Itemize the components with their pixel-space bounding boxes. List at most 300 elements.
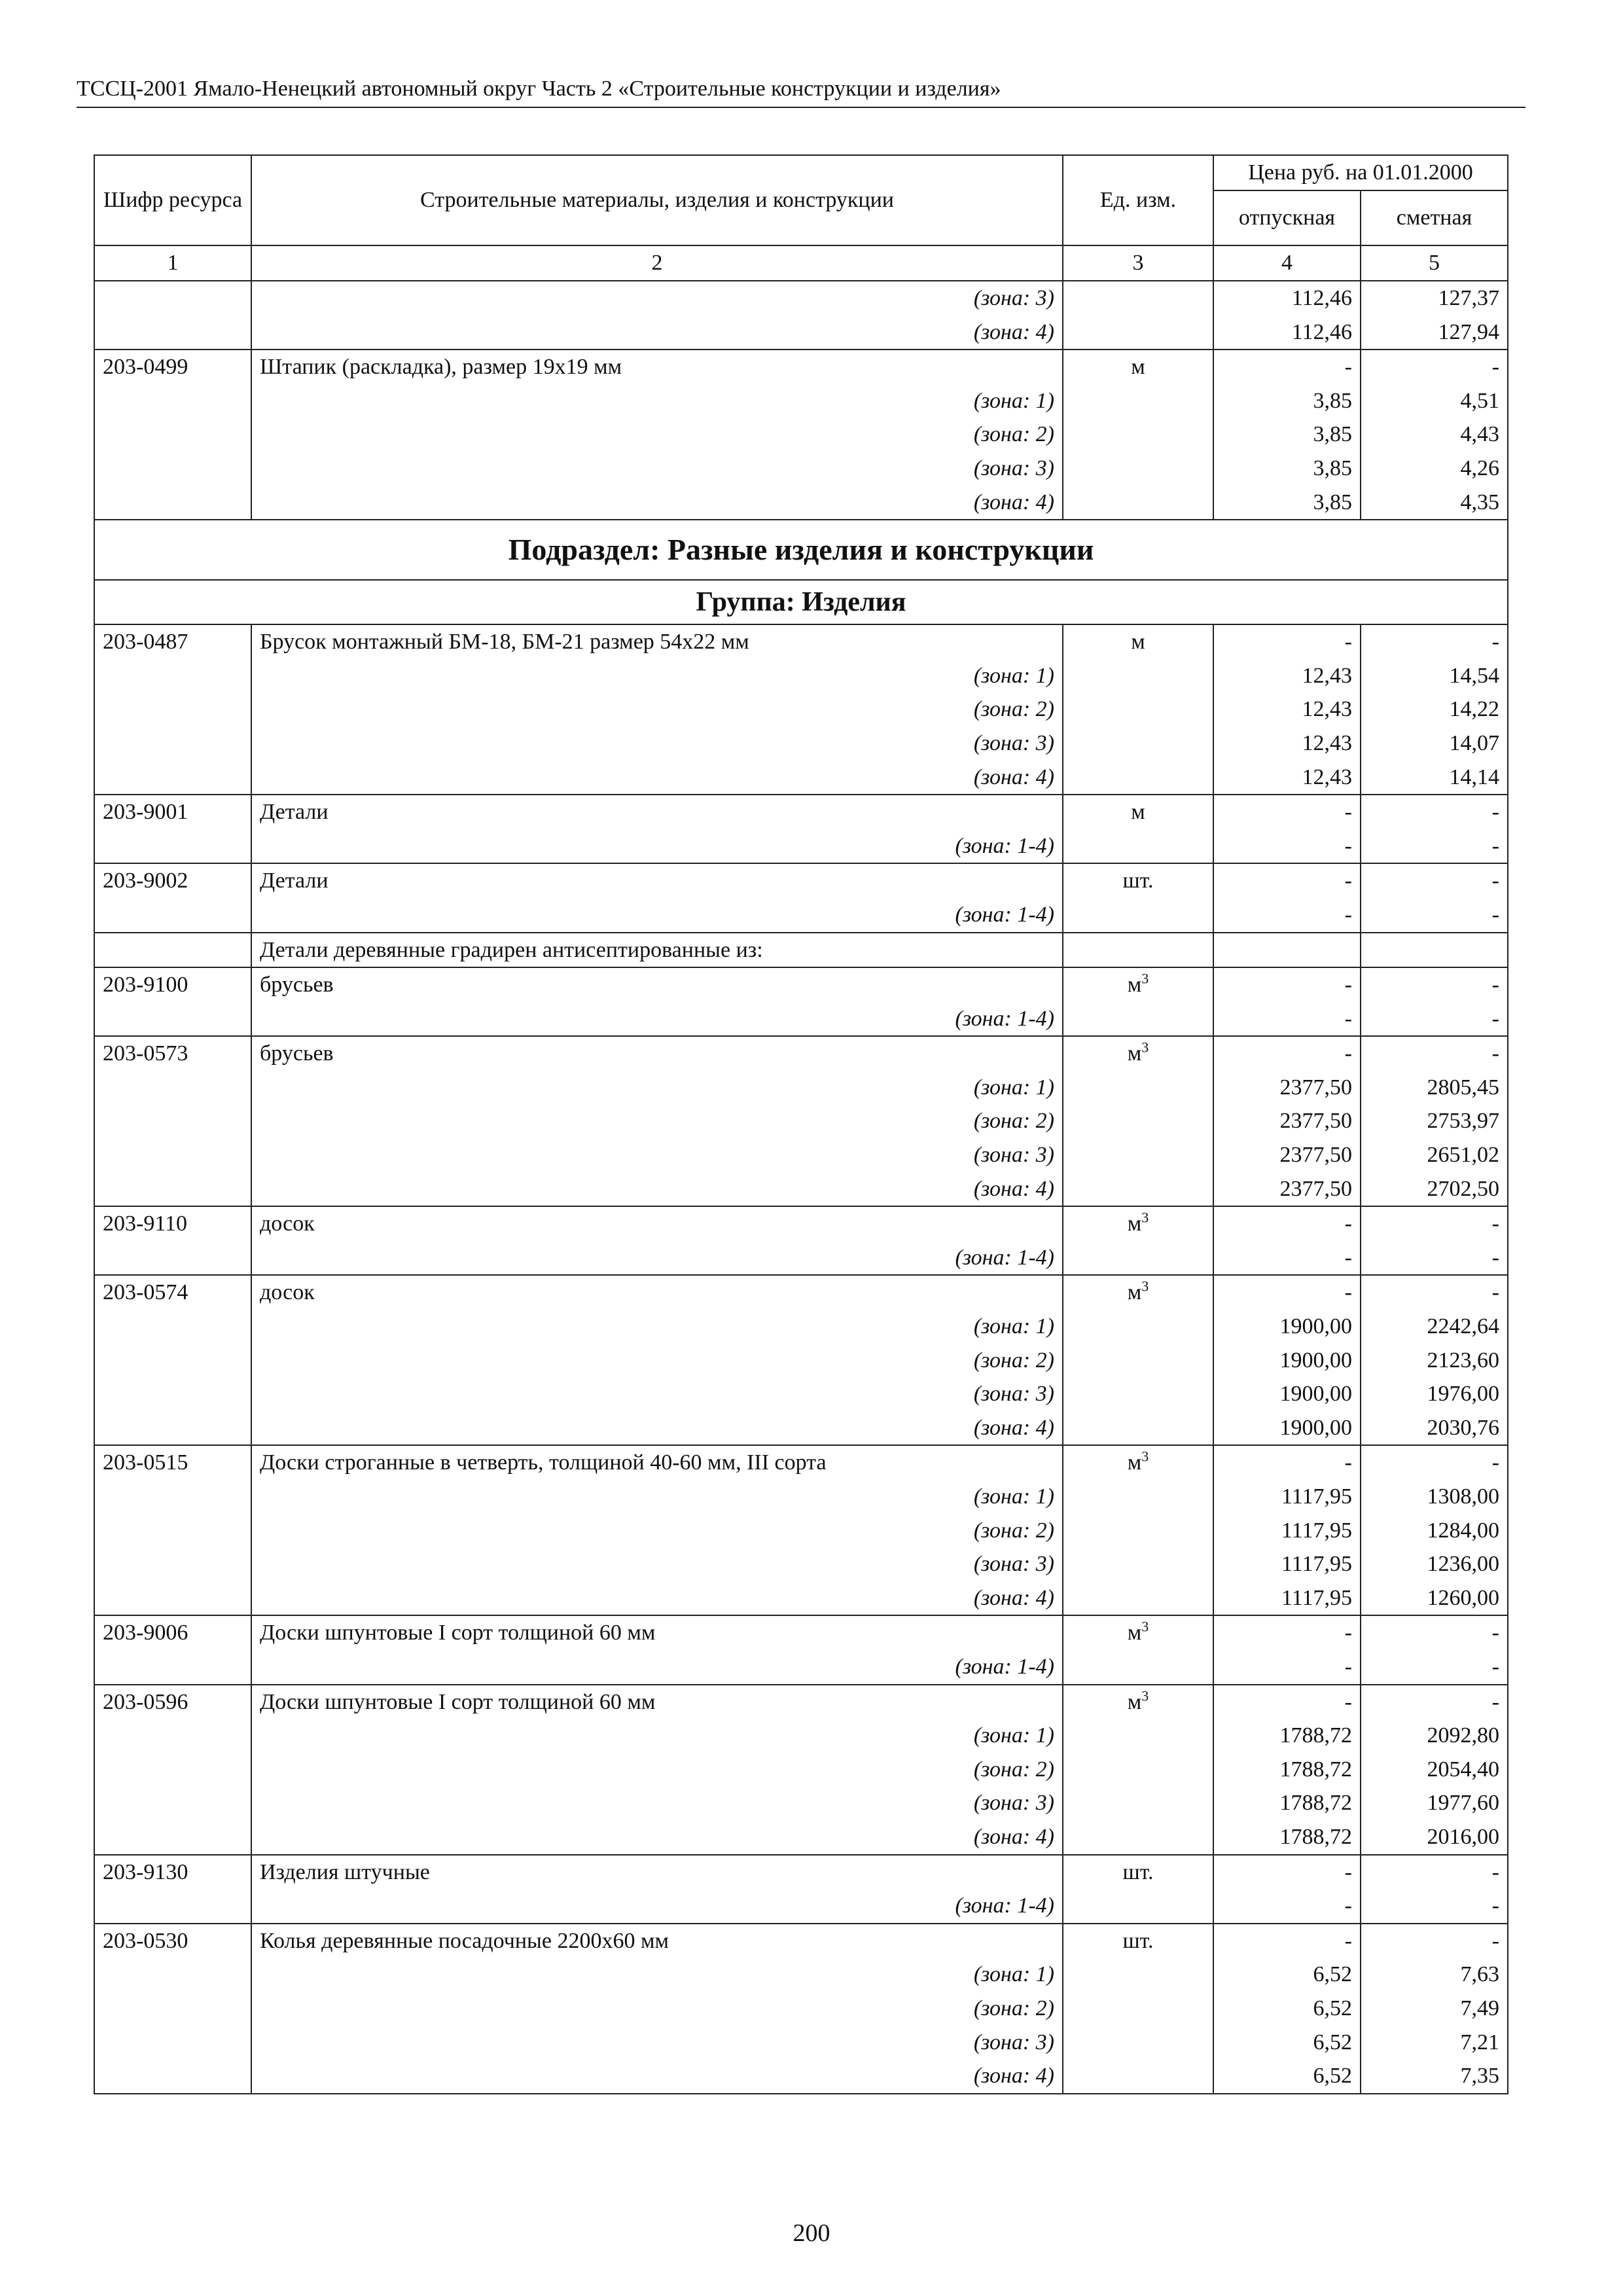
empty-cell — [94, 1310, 251, 1344]
zone-label: (зона: 4) — [251, 1581, 1063, 1616]
zone-row — [94, 692, 1508, 726]
unit-text: шт. — [1122, 1928, 1154, 1953]
empty-cell — [94, 1480, 251, 1514]
estimate-price: 1977,60 — [1361, 1786, 1508, 1820]
empty-cell — [1063, 1547, 1213, 1581]
empty-cell — [1063, 1753, 1213, 1787]
resource-name: досок — [251, 1275, 1063, 1310]
empty-cell — [94, 1071, 251, 1105]
empty-cell — [94, 1753, 251, 1787]
zone-label: (зона: 1-4) — [251, 829, 1063, 864]
table-header — [94, 155, 1508, 281]
heading-row — [94, 933, 1508, 968]
release-price: 1117,95 — [1213, 1581, 1361, 1616]
estimate-price: 7,35 — [1361, 2059, 1508, 2094]
zone-row — [94, 1411, 1508, 1446]
release-price: - — [1213, 863, 1361, 898]
resource-code: 203-0530 — [94, 1924, 251, 1958]
release-price: 3,85 — [1213, 486, 1361, 520]
empty-cell — [94, 933, 251, 968]
estimate-price: 127,94 — [1361, 315, 1508, 350]
estimate-price: 14,07 — [1361, 726, 1508, 761]
zone-label: (зона: 4) — [251, 761, 1063, 795]
estimate-price: 2651,02 — [1361, 1138, 1508, 1172]
estimate-price: - — [1361, 1036, 1508, 1071]
zone-row — [94, 659, 1508, 693]
release-price: 1788,72 — [1213, 1719, 1361, 1753]
empty-cell — [1063, 692, 1213, 726]
column-number: 2 — [251, 245, 1063, 281]
estimate-price: 14,22 — [1361, 692, 1508, 726]
release-price: - — [1213, 1241, 1361, 1276]
release-price: 3,85 — [1213, 418, 1361, 452]
zone-row — [94, 452, 1508, 486]
empty-cell — [94, 1514, 251, 1548]
estimate-price: 2054,40 — [1361, 1753, 1508, 1787]
resource-name: Доски строганные в четверть, толщиной 40-60 мм, III сорта — [251, 1445, 1063, 1480]
zone-label: (зона: 3) — [251, 1138, 1063, 1172]
empty-cell — [94, 1958, 251, 1992]
resource-name: Изделия штучные — [251, 1855, 1063, 1890]
release-price: 112,46 — [1213, 315, 1361, 350]
empty-cell — [1063, 418, 1213, 452]
empty-cell — [94, 692, 251, 726]
empty-cell — [1063, 1480, 1213, 1514]
zone-row — [94, 1310, 1508, 1344]
zone-label: (зона: 2) — [251, 1992, 1063, 2026]
zone-label: (зона: 3) — [251, 2026, 1063, 2060]
zone-row — [94, 315, 1508, 350]
release-price: - — [1213, 1889, 1361, 1924]
estimate-price: - — [1361, 795, 1508, 829]
column-number: 4 — [1213, 245, 1361, 281]
resource-row — [94, 1855, 1508, 1890]
resource-unit — [1063, 350, 1213, 384]
zone-row — [94, 1719, 1508, 1753]
zone-label: (зона: 1) — [251, 1719, 1063, 1753]
unit-text: м — [1131, 630, 1145, 655]
unit-text: м — [1127, 1450, 1142, 1475]
zone-row — [94, 1071, 1508, 1105]
empty-cell — [94, 315, 251, 350]
zone-row — [94, 1377, 1508, 1411]
resource-code: 203-9006 — [94, 1615, 251, 1650]
zone-label: (зона: 3) — [251, 1377, 1063, 1411]
empty-cell — [94, 418, 251, 452]
resource-code: 203-9130 — [94, 1855, 251, 1890]
resource-code: 203-9001 — [94, 795, 251, 829]
estimate-price: 1308,00 — [1361, 1480, 1508, 1514]
resource-row — [94, 1615, 1508, 1650]
header-release-price: отпускная — [1213, 190, 1361, 245]
price-table — [94, 154, 1508, 2094]
empty-cell — [1063, 1719, 1213, 1753]
empty-cell — [1063, 829, 1213, 864]
estimate-price: 7,21 — [1361, 2026, 1508, 2060]
resource-name: брусьев — [251, 967, 1063, 1002]
zone-row — [94, 1650, 1508, 1685]
empty-cell — [94, 452, 251, 486]
zone-row — [94, 1002, 1508, 1037]
resource-code: 203-0573 — [94, 1036, 251, 1071]
zone-row — [94, 1172, 1508, 1207]
resource-unit — [1063, 1206, 1213, 1241]
release-price: 1900,00 — [1213, 1310, 1361, 1344]
resource-unit — [1063, 1445, 1213, 1480]
zone-row — [94, 418, 1508, 452]
header-price: Цена руб. на 01.01.2000 — [1213, 155, 1508, 190]
empty-cell — [94, 898, 251, 933]
release-price: - — [1213, 1445, 1361, 1480]
zone-row — [94, 1786, 1508, 1820]
empty-cell — [1063, 726, 1213, 761]
header-code: Шифр ресурса — [94, 155, 251, 245]
estimate-price: - — [1361, 1445, 1508, 1480]
empty-cell — [94, 1581, 251, 1616]
group-title: Группа: Изделия — [94, 580, 1508, 624]
resource-unit — [1063, 1275, 1213, 1310]
estimate-price: 1236,00 — [1361, 1547, 1508, 1581]
estimate-price: - — [1361, 863, 1508, 898]
estimate-price: 2092,80 — [1361, 1719, 1508, 1753]
zone-label: (зона: 4) — [251, 2059, 1063, 2094]
estimate-price: 1284,00 — [1361, 1514, 1508, 1548]
unit-exponent: 3 — [1141, 1448, 1149, 1465]
resource-code: 203-0596 — [94, 1685, 251, 1719]
empty-cell — [1063, 1650, 1213, 1685]
empty-cell — [1063, 898, 1213, 933]
unit-exponent: 3 — [1141, 1687, 1149, 1704]
zone-row — [94, 761, 1508, 795]
heading-text: Детали деревянные градирен антисептированные из: — [251, 933, 1063, 968]
zone-label: (зона: 1-4) — [251, 1650, 1063, 1685]
estimate-price: 1976,00 — [1361, 1377, 1508, 1411]
release-price: 6,52 — [1213, 1958, 1361, 1992]
release-price: - — [1213, 967, 1361, 1002]
release-price: 3,85 — [1213, 452, 1361, 486]
release-price: - — [1213, 1855, 1361, 1890]
resource-unit — [1063, 1855, 1213, 1890]
estimate-price: 2702,50 — [1361, 1172, 1508, 1207]
resource-unit — [1063, 1685, 1213, 1719]
estimate-price: 2753,97 — [1361, 1104, 1508, 1138]
group-row — [94, 580, 1508, 624]
zone-row — [94, 1104, 1508, 1138]
empty-cell — [1063, 384, 1213, 418]
empty-cell — [1063, 1138, 1213, 1172]
zone-row — [94, 281, 1508, 315]
empty-cell — [1063, 486, 1213, 520]
empty-cell — [94, 1889, 251, 1924]
empty-cell — [94, 1241, 251, 1276]
empty-cell — [1063, 1958, 1213, 1992]
table-body — [94, 281, 1508, 2094]
estimate-price: 7,63 — [1361, 1958, 1508, 1992]
resource-row — [94, 1445, 1508, 1480]
zone-label: (зона: 2) — [251, 1514, 1063, 1548]
empty-cell — [1063, 452, 1213, 486]
zone-label: (зона: 1) — [251, 1480, 1063, 1514]
resource-name: Детали — [251, 863, 1063, 898]
unit-text: м — [1127, 1621, 1142, 1645]
empty-cell — [94, 1104, 251, 1138]
resource-row — [94, 863, 1508, 898]
release-price: - — [1213, 624, 1361, 659]
release-price: 6,52 — [1213, 2059, 1361, 2094]
release-price: - — [1213, 795, 1361, 829]
header-name: Строительные материалы, изделия и конструкции — [251, 155, 1063, 245]
zone-row — [94, 1241, 1508, 1276]
empty-cell — [1063, 2059, 1213, 2094]
empty-cell — [94, 1002, 251, 1037]
resource-code: 203-0515 — [94, 1445, 251, 1480]
empty-cell — [1063, 1002, 1213, 1037]
empty-cell — [94, 659, 251, 693]
estimate-price: - — [1361, 624, 1508, 659]
resource-name: Детали — [251, 795, 1063, 829]
empty-cell — [1063, 1344, 1213, 1378]
estimate-price: - — [1361, 1275, 1508, 1310]
resource-unit — [1063, 1924, 1213, 1958]
empty-cell — [94, 1172, 251, 1207]
zone-label: (зона: 1) — [251, 659, 1063, 693]
release-price: - — [1213, 1924, 1361, 1958]
resource-row — [94, 1206, 1508, 1241]
release-price: 2377,50 — [1213, 1138, 1361, 1172]
unit-text: м — [1127, 1689, 1142, 1714]
empty-cell — [1063, 1581, 1213, 1616]
header-estimate-price: сметная — [1361, 190, 1508, 245]
empty-cell — [1063, 1889, 1213, 1924]
zone-label: (зона: 2) — [251, 1344, 1063, 1378]
zone-label: (зона: 2) — [251, 1753, 1063, 1787]
unit-exponent: 3 — [1141, 1209, 1149, 1226]
release-price: 1117,95 — [1213, 1514, 1361, 1548]
empty-cell — [1063, 1172, 1213, 1207]
resource-name: Доски шпунтовые I сорт толщиной 60 мм — [251, 1685, 1063, 1719]
unit-exponent: 3 — [1141, 1619, 1149, 1636]
running-header: ТССЦ-2001 Ямало-Ненецкий автономный округ Часть 2 «Строительные конструкции и изделия» — [77, 75, 1525, 108]
empty-cell — [94, 1820, 251, 1855]
release-price: - — [1213, 1206, 1361, 1241]
release-price: - — [1213, 1002, 1361, 1037]
resource-unit — [1063, 863, 1213, 898]
estimate-price: 4,43 — [1361, 418, 1508, 452]
unit-text: шт. — [1122, 1859, 1154, 1884]
zone-row — [94, 1958, 1508, 1992]
empty-cell — [94, 486, 251, 520]
release-price: 2377,50 — [1213, 1104, 1361, 1138]
empty-cell — [1063, 2026, 1213, 2060]
zone-row — [94, 1581, 1508, 1616]
estimate-price: 4,26 — [1361, 452, 1508, 486]
empty-cell — [94, 1719, 251, 1753]
estimate-price: - — [1361, 898, 1508, 933]
release-price: 12,43 — [1213, 761, 1361, 795]
release-price: 1788,72 — [1213, 1820, 1361, 1855]
zone-row — [94, 2026, 1508, 2060]
empty-cell — [1063, 659, 1213, 693]
empty-cell — [94, 281, 251, 315]
empty-cell — [94, 1411, 251, 1446]
empty-cell — [94, 2026, 251, 2060]
zone-label: (зона: 3) — [251, 1786, 1063, 1820]
resource-row — [94, 1036, 1508, 1071]
resource-row — [94, 1275, 1508, 1310]
release-price: 1788,72 — [1213, 1753, 1361, 1787]
empty-cell — [94, 384, 251, 418]
release-price: 6,52 — [1213, 2026, 1361, 2060]
zone-row — [94, 486, 1508, 520]
resource-name: брусьев — [251, 1036, 1063, 1071]
release-price: - — [1213, 1615, 1361, 1650]
resource-row — [94, 967, 1508, 1002]
unit-text: шт. — [1122, 869, 1154, 893]
estimate-price: 1260,00 — [1361, 1581, 1508, 1616]
estimate-price: 2030,76 — [1361, 1411, 1508, 1446]
zone-row — [94, 898, 1508, 933]
empty-cell — [1063, 1071, 1213, 1105]
unit-text: м — [1131, 800, 1145, 825]
estimate-price: - — [1361, 1241, 1508, 1276]
zone-row — [94, 1138, 1508, 1172]
release-price: 112,46 — [1213, 281, 1361, 315]
resource-name: Брусок монтажный БМ-18, БМ-21 размер 54х22 мм — [251, 624, 1063, 659]
resource-row — [94, 350, 1508, 384]
empty-cell — [1361, 933, 1508, 968]
estimate-price: - — [1361, 1650, 1508, 1685]
empty-cell — [94, 1547, 251, 1581]
estimate-price: - — [1361, 967, 1508, 1002]
zone-label: (зона: 4) — [251, 1820, 1063, 1855]
empty-cell — [1213, 933, 1361, 968]
zone-label: (зона: 1) — [251, 384, 1063, 418]
resource-row — [94, 624, 1508, 659]
zone-row — [94, 1820, 1508, 1855]
resource-code: 203-9110 — [94, 1206, 251, 1241]
empty-cell — [94, 829, 251, 864]
resource-row — [94, 1924, 1508, 1958]
estimate-price: 2242,64 — [1361, 1310, 1508, 1344]
zone-row — [94, 726, 1508, 761]
release-price: - — [1213, 1650, 1361, 1685]
empty-cell — [94, 761, 251, 795]
estimate-price: - — [1361, 1206, 1508, 1241]
unit-text: м — [1127, 973, 1142, 997]
estimate-price: 4,35 — [1361, 486, 1508, 520]
release-price: 1900,00 — [1213, 1377, 1361, 1411]
resource-row — [94, 1685, 1508, 1719]
zone-row — [94, 2059, 1508, 2094]
estimate-price: - — [1361, 1615, 1508, 1650]
subsection-row — [94, 520, 1508, 580]
resource-unit — [1063, 967, 1213, 1002]
estimate-price: 14,14 — [1361, 761, 1508, 795]
resource-name: Доски шпунтовые I сорт толщиной 60 мм — [251, 1615, 1063, 1650]
column-number: 1 — [94, 245, 251, 281]
release-price: 1788,72 — [1213, 1786, 1361, 1820]
empty-cell — [94, 2059, 251, 2094]
release-price: 1117,95 — [1213, 1547, 1361, 1581]
release-price: 1900,00 — [1213, 1344, 1361, 1378]
zone-label: (зона: 3) — [251, 726, 1063, 761]
release-price: 6,52 — [1213, 1992, 1361, 2026]
release-price: 12,43 — [1213, 659, 1361, 693]
resource-unit — [1063, 624, 1213, 659]
release-price: - — [1213, 350, 1361, 384]
zone-label: (зона: 2) — [251, 1104, 1063, 1138]
estimate-price: 2016,00 — [1361, 1820, 1508, 1855]
unit-text: м — [1127, 1041, 1142, 1066]
release-price: 12,43 — [1213, 692, 1361, 726]
zone-label: (зона: 3) — [251, 1547, 1063, 1581]
zone-label: (зона: 4) — [251, 1411, 1063, 1446]
zone-label: (зона: 2) — [251, 418, 1063, 452]
zone-label: (зона: 1) — [251, 1310, 1063, 1344]
empty-cell — [1063, 761, 1213, 795]
estimate-price: - — [1361, 1685, 1508, 1719]
zone-label: (зона: 3) — [251, 452, 1063, 486]
zone-label: (зона: 4) — [251, 486, 1063, 520]
release-price: 2377,50 — [1213, 1071, 1361, 1105]
zone-label: (зона: 1-4) — [251, 898, 1063, 933]
resource-code: 203-9002 — [94, 863, 251, 898]
empty-cell — [1063, 315, 1213, 350]
estimate-price: 14,54 — [1361, 659, 1508, 693]
empty-cell — [1063, 1514, 1213, 1548]
empty-cell — [1063, 1992, 1213, 2026]
zone-row — [94, 1514, 1508, 1548]
estimate-price: 2805,45 — [1361, 1071, 1508, 1105]
resource-row — [94, 795, 1508, 829]
empty-cell — [94, 1377, 251, 1411]
resource-unit — [1063, 795, 1213, 829]
zone-row — [94, 384, 1508, 418]
zone-label: (зона: 4) — [251, 315, 1063, 350]
empty-cell — [94, 1344, 251, 1378]
resource-name: досок — [251, 1206, 1063, 1241]
subsection-title: Подраздел: Разные изделия и конструкции — [94, 520, 1508, 580]
estimate-price: 4,51 — [1361, 384, 1508, 418]
release-price: - — [1213, 829, 1361, 864]
page-number: 200 — [793, 2219, 830, 2247]
empty-cell — [94, 1786, 251, 1820]
unit-exponent: 3 — [1141, 970, 1149, 987]
empty-cell — [1063, 281, 1213, 315]
resource-code: 203-0487 — [94, 624, 251, 659]
estimate-price: - — [1361, 350, 1508, 384]
empty-cell — [1063, 1241, 1213, 1276]
estimate-price: - — [1361, 1855, 1508, 1890]
resource-code: 203-0574 — [94, 1275, 251, 1310]
estimate-price: - — [1361, 1924, 1508, 1958]
empty-cell — [94, 1650, 251, 1685]
column-number: 5 — [1361, 245, 1508, 281]
zone-label: (зона: 1-4) — [251, 1002, 1063, 1037]
unit-text: м — [1127, 1211, 1142, 1236]
resource-name: Штапик (раскладка), размер 19х19 мм — [251, 350, 1063, 384]
release-price: - — [1213, 1275, 1361, 1310]
empty-cell — [1063, 1411, 1213, 1446]
empty-cell — [1063, 1104, 1213, 1138]
estimate-price: - — [1361, 829, 1508, 864]
release-price: 3,85 — [1213, 384, 1361, 418]
zone-row — [94, 1480, 1508, 1514]
empty-cell — [1063, 1820, 1213, 1855]
zone-label: (зона: 4) — [251, 1172, 1063, 1207]
release-price: - — [1213, 1685, 1361, 1719]
release-price: 1117,95 — [1213, 1480, 1361, 1514]
